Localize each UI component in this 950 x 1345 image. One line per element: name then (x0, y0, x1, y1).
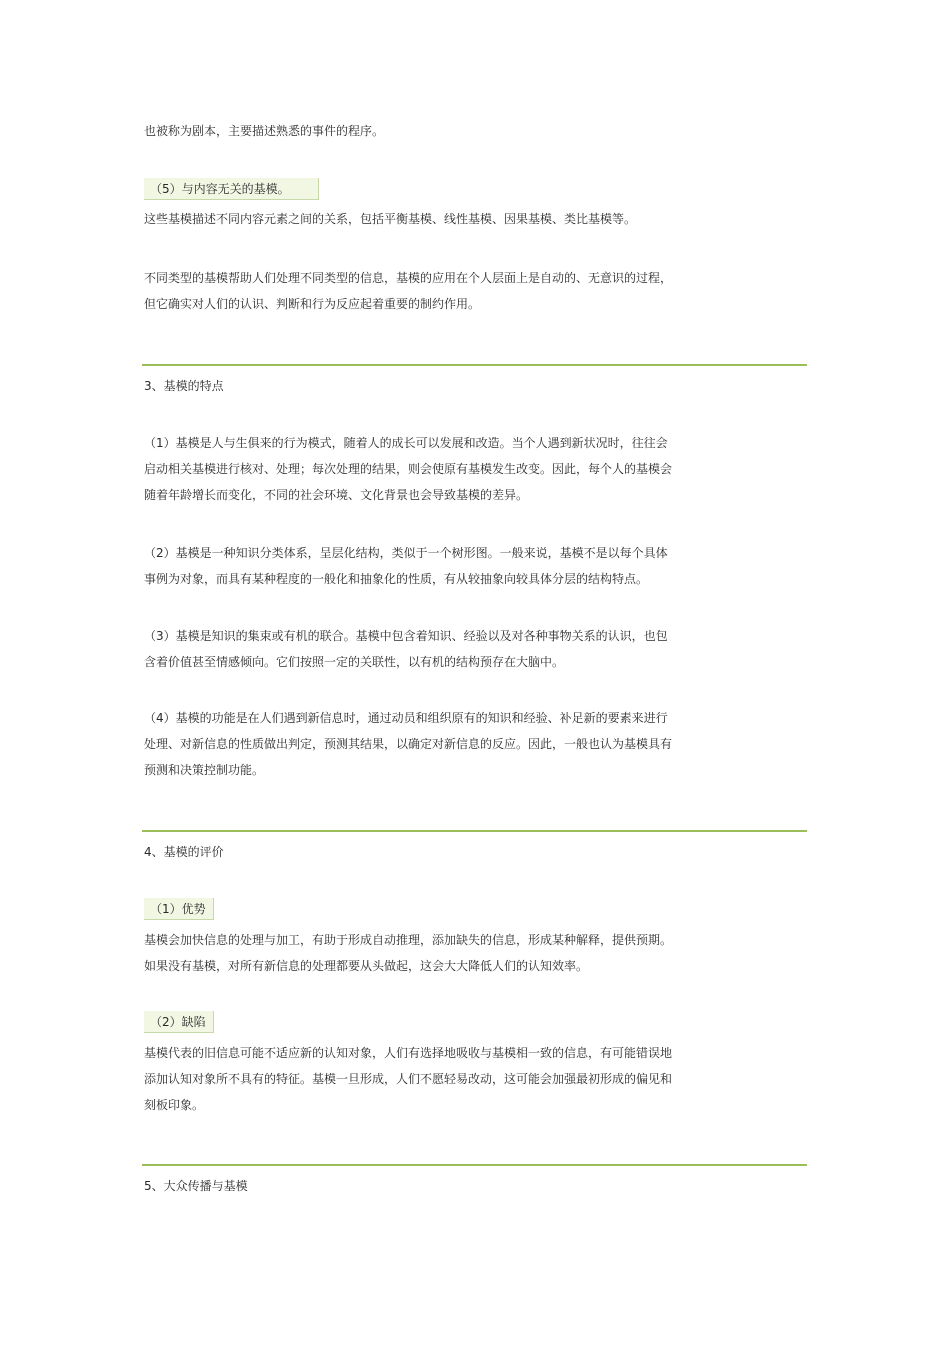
defect-line-2: 添加认知对象所不具有的特征。基模一旦形成，人们不愿轻易改动，这可能会加强最初形成的偏见和 (144, 1072, 673, 1086)
s3p4-line-1: （4）基模的功能是在人们遇到新信息时，通过动员和组织原有的知识和经验、补足新的要素来进行 (144, 711, 668, 725)
s3p4-line-2: 处理、对新信息的性质做出判定，预测其结果，以确定对新信息的反应。因此，一般也认为基模具有 (144, 737, 673, 751)
defect-line-1: 基模代表的旧信息可能不适应新的认知对象，人们有选择地吸收与基模相一致的信息，有可能错误地 (144, 1046, 673, 1060)
s3p2-line-1: （2）基模是一种知识分类体系，呈层化结构，类似于一个树形图。一般来说，基模不是以每个具体 (144, 546, 668, 560)
section3-paragraph-1 (144, 430, 724, 508)
summary-paragraph (144, 265, 724, 317)
section3-heading: 3、基模的特点 (144, 379, 224, 393)
section5-heading: 5、大众传播与基模 (144, 1179, 248, 1193)
section3-paragraph-2 (144, 540, 724, 592)
intro-line: 也被称为剧本，主要描述熟悉的事件的程序。 (144, 124, 385, 138)
section5-divider (142, 1164, 807, 1166)
advantage-line-2: 如果没有基模，对所有新信息的处理都要从头做起，这会大大降低人们的认知效率。 (144, 959, 589, 973)
section3-paragraph-4 (144, 705, 724, 783)
defect-line-3: 刻板印象。 (144, 1098, 205, 1112)
summary-line-2: 但它确实对人们的认识、判断和行为反应起着重要的制约作用。 (144, 297, 481, 311)
section4-heading: 4、基模的评价 (144, 845, 224, 859)
intro-paragraph (144, 118, 724, 144)
advantage-label: （1）优势 (144, 898, 214, 920)
section4-divider (142, 830, 807, 832)
section3-divider (142, 364, 807, 366)
item5-description (144, 206, 724, 232)
item5-desc-line: 这些基模描述不同内容元素之间的关系，包括平衡基模、线性基模、因果基模、类比基模等。 (144, 212, 637, 226)
s3p2-line-2: 事例为对象，而具有某种程度的一般化和抽象化的性质，有从较抽象向较具体分层的结构特点。 (144, 572, 649, 586)
s3p1-line-3: 随着年龄增长而变化，不同的社会环境、文化背景也会导致基模的差异。 (144, 488, 529, 502)
s3p3-line-2: 含着价值甚至情感倾向。它们按照一定的关联性，以有机的结构预存在大脑中。 (144, 655, 565, 669)
summary-line-1: 不同类型的基模帮助人们处理不同类型的信息，基模的应用在个人层面上是自动的、无意识的过程， (144, 271, 673, 285)
item5-label: （5）与内容无关的基模。 (144, 178, 319, 200)
s3p4-line-3: 预测和决策控制功能。 (144, 763, 265, 777)
s3p3-line-1: （3）基模是知识的集束或有机的联合。基模中包含着知识、经验以及对各种事物关系的认识，也包 (144, 629, 668, 643)
s3p1-line-2: 启动相关基模进行核对、处理；每次处理的结果，则会使原有基模发生改变。因此，每个人的基模会 (144, 462, 673, 476)
advantage-line-1: 基模会加快信息的处理与加工，有助于形成自动推理，添加缺失的信息，形成某种解释，提供预期。 (144, 933, 673, 947)
defect-paragraph (144, 1040, 724, 1118)
advantage-paragraph (144, 927, 724, 979)
s3p1-line-1: （1）基模是人与生俱来的行为模式，随着人的成长可以发展和改造。当个人遇到新状况时，往往会 (144, 436, 668, 450)
section3-paragraph-3 (144, 623, 724, 675)
defect-label: （2）缺陷 (144, 1011, 214, 1033)
